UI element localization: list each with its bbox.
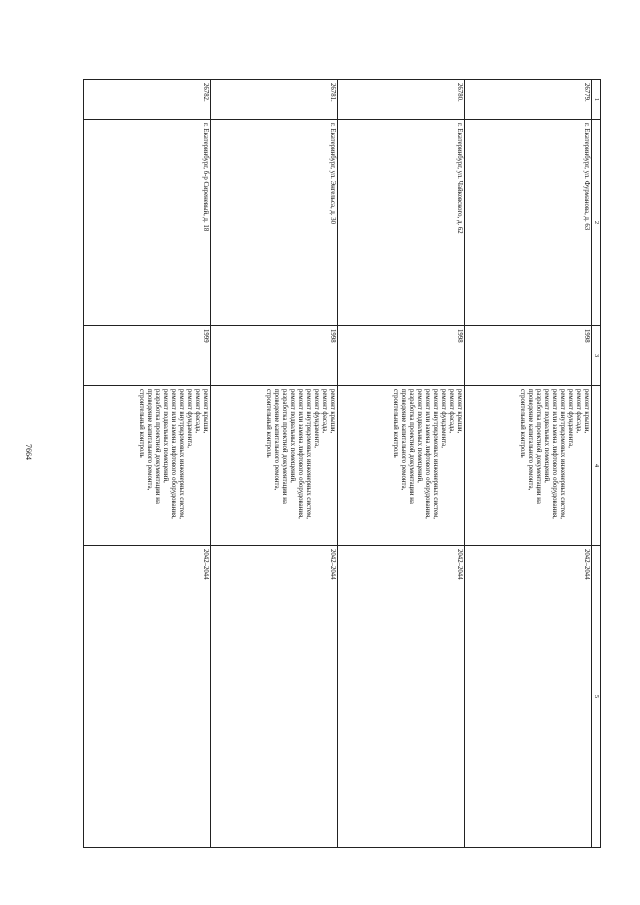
column-number: 5 [592,546,601,848]
rotated-page-content [85,79,601,848]
table-row [338,80,465,848]
work-item: строительный контроль [137,389,145,458]
work-item: ремонт или замена лифтового оборудования, [423,389,431,519]
work-item: ремонт фасада, [193,389,201,434]
column-number: 4 [592,386,601,546]
page-number: 7664 [24,444,33,460]
work-item: строительный контроль [391,389,399,458]
works-list [264,389,336,542]
address-cell: г. Екатеринбург, ул. Энгельса, д. 30 [211,120,338,326]
year-cell: 1999 [84,326,211,386]
work-item: ремонт крыши, [456,389,463,434]
table-row [211,80,338,848]
work-item: ремонт внутридомовых инженерных систем, [304,389,312,519]
works-list [137,389,209,542]
row-number: 26779. [465,80,592,120]
table-row [84,80,211,848]
work-item: ремонт внутридомовых инженерных систем, [177,389,185,519]
work-item: ремонт фасада, [574,389,582,434]
work-item: ремонт фундамента, [312,389,320,448]
work-item: ремонт или замена лифтового оборудования, [169,389,177,519]
works-list [391,389,463,542]
work-item: ремонт фундамента, [439,389,447,448]
works-cell [84,386,211,546]
address-cell: г. Екатеринбург, б-р Сиреневый, д. 18 [84,120,211,326]
works-cell [465,386,592,546]
work-item: проведение капитального ремонта, [526,389,534,491]
work-item: разработка проектной документации на [153,389,161,504]
row-number: 26782. [84,80,211,120]
year-cell: 1998 [465,326,592,386]
period-cell: 2042–2044 [338,546,465,848]
year-cell: 1998 [338,326,465,386]
work-item: ремонт внутридомовых инженерных систем, [558,389,566,519]
work-item: строительный контроль [518,389,526,458]
period-cell: 2042–2044 [84,546,211,848]
work-item: разработка проектной документации на [534,389,542,504]
work-item: ремонт фасада, [447,389,455,434]
work-item: ремонт крыши, [202,389,209,434]
work-item: ремонт подвальных помещений, [288,389,296,483]
period-cell: 2042–2044 [211,546,338,848]
work-item: ремонт подвальных помещений, [415,389,423,483]
work-item: ремонт фасада, [320,389,328,434]
work-item: строительный контроль [264,389,272,458]
column-number: 3 [592,326,601,386]
address-cell: г. Екатеринбург, ул. Чайковского, д. 62 [338,120,465,326]
work-item: разработка проектной документации на [407,389,415,504]
work-item: ремонт подвальных помещений, [161,389,169,483]
column-number-row [592,80,601,848]
work-item: проведение капитального ремонта, [272,389,280,491]
year-cell: 1998 [211,326,338,386]
work-item: разработка проектной документации на [280,389,288,504]
row-number: 26780. [338,80,465,120]
work-item: проведение капитального ремонта, [399,389,407,491]
table-row [465,80,592,848]
work-item: ремонт внутридомовых инженерных систем, [431,389,439,519]
period-cell: 2042–2044 [465,546,592,848]
column-number: 1 [592,80,601,120]
repair-schedule-table [83,79,601,848]
row-number: 26781. [211,80,338,120]
column-number: 2 [592,120,601,326]
works-cell [211,386,338,546]
work-item: ремонт или замена лифтового оборудования, [296,389,304,519]
work-item: ремонт подвальных помещений, [542,389,550,483]
works-list [518,389,590,542]
work-item: проведение капитального ремонта, [145,389,153,491]
address-cell: г. Екатеринбург, ул. Фурманова, д. 63 [465,120,592,326]
work-item: ремонт или замена лифтового оборудования, [550,389,558,519]
work-item: ремонт фундамента, [566,389,574,448]
work-item: ремонт фундамента, [185,389,193,448]
work-item: ремонт крыши, [329,389,336,434]
work-item: ремонт крыши, [583,389,590,434]
works-cell [338,386,465,546]
